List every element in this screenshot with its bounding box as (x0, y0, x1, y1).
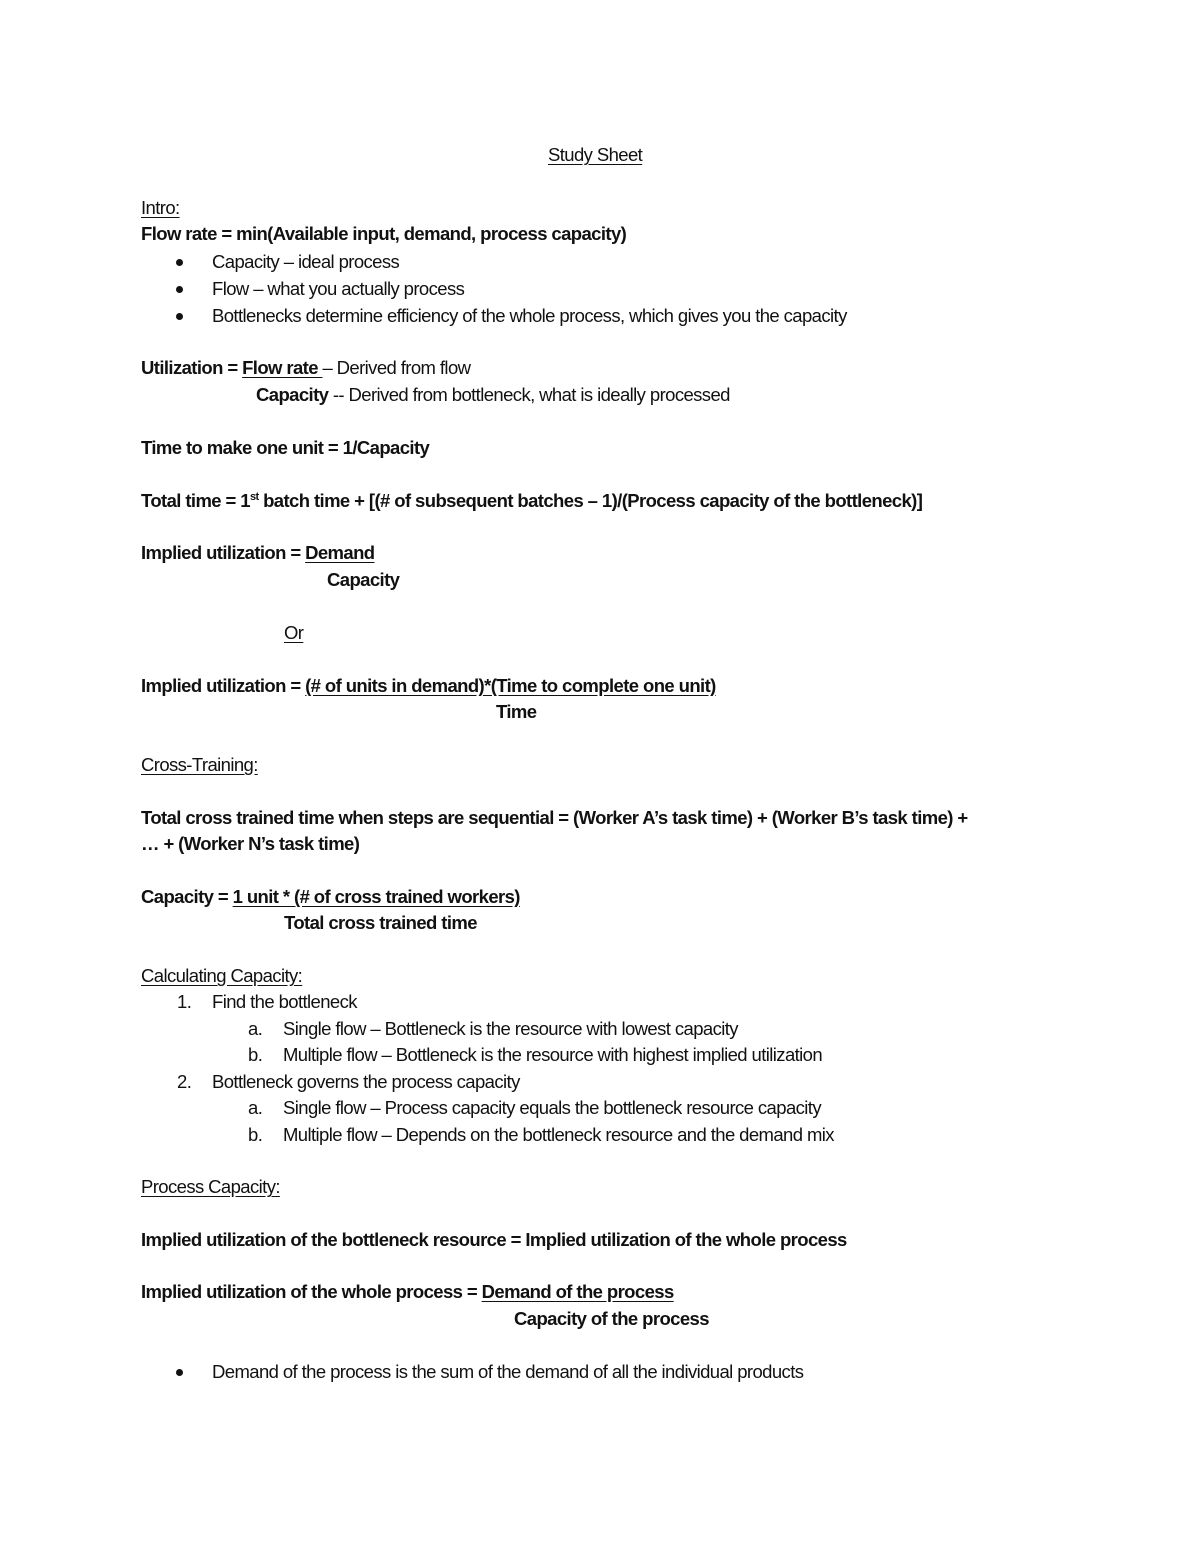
cross-trained-time-line-2: … + (Worker N’s task time) (141, 833, 360, 854)
total-time-suffix: batch time + [(# of subsequent batches – 1)/(Process capacity of the bottleneck)] (258, 490, 923, 511)
utilization-formula (141, 357, 470, 379)
section-heading-intro: Intro: (141, 197, 180, 218)
intro-bullet-capacity: Capacity – ideal process (212, 251, 400, 272)
list-letter: b. (248, 1124, 263, 1145)
list-number: 1. (177, 991, 192, 1012)
list-sub-item: Single flow – Process capacity equals the bottleneck resource capacity (283, 1097, 821, 1118)
total-time-prefix: Total time = 1 (141, 490, 250, 511)
list-letter: b. (248, 1044, 263, 1065)
cross-capacity-label: Capacity = (141, 886, 233, 907)
utilization-numerator: Flow rate (242, 357, 323, 378)
bullet-icon (176, 1369, 183, 1376)
whole-process-label: Implied utilization of the whole process = (141, 1281, 482, 1302)
section-heading-process-capacity: Process Capacity: (141, 1176, 280, 1197)
utilization-label: Utilization = (141, 357, 243, 378)
cross-capacity-formula (141, 886, 520, 908)
section-heading-cross-training: Cross-Training: (141, 754, 258, 775)
whole-process-numerator: Demand of the process (481, 1281, 674, 1302)
utilization-denominator-line (256, 384, 730, 406)
list-item: Bottleneck governs the process capacity (212, 1071, 520, 1092)
list-item: Find the bottleneck (212, 991, 357, 1012)
utilization-numerator-note: – Derived from flow (322, 357, 471, 378)
process-demand-bullet: Demand of the process is the sum of the demand of all the individual products (212, 1361, 804, 1382)
bullet-icon (176, 286, 183, 293)
flow-rate-formula: Flow rate = min(Available input, demand, process capacity) (141, 223, 627, 244)
bullet-icon (176, 313, 183, 320)
total-time-sup: st (249, 490, 259, 503)
intro-bullet-bottlenecks: Bottlenecks determine efficiency of the whole process, which gives you the capacity (212, 305, 847, 326)
intro-bullet-flow: Flow – what you actually process (212, 278, 465, 299)
implied2-numerator: (# of units in demand)*(Time to complete one unit) (305, 675, 716, 696)
bottleneck-implied-utilization: Implied utilization of the bottleneck resource = Implied utilization of the whole process (141, 1229, 847, 1250)
total-time-formula (141, 490, 922, 512)
list-letter: a. (248, 1097, 263, 1118)
cross-capacity-denominator: Total cross trained time (284, 912, 477, 933)
whole-process-utilization-formula (141, 1281, 674, 1303)
list-sub-item: Single flow – Bottleneck is the resource with lowest capacity (283, 1018, 738, 1039)
list-sub-item: Multiple flow – Bottleneck is the resource with highest implied utilization (283, 1044, 823, 1065)
implied-utilization-formula (141, 542, 375, 564)
implied-label: Implied utilization = (141, 542, 306, 563)
implied-utilization-formula-2 (141, 675, 716, 697)
list-number: 2. (177, 1071, 192, 1092)
list-sub-item: Multiple flow – Depends on the bottleneck resource and the demand mix (283, 1124, 834, 1145)
time-one-unit-formula: Time to make one unit = 1/Capacity (141, 437, 430, 458)
implied-numerator: Demand (305, 542, 375, 563)
implied-denominator: Capacity (327, 569, 400, 590)
utilization-denominator: Capacity (256, 384, 329, 405)
section-heading-calculating-capacity: Calculating Capacity: (141, 965, 303, 986)
bullet-icon (176, 259, 183, 266)
page-title: Study Sheet (548, 144, 643, 165)
utilization-denominator-note: -- Derived from bottleneck, what is ideally processed (328, 384, 730, 405)
implied2-label: Implied utilization = (141, 675, 306, 696)
cross-trained-time-line-1: Total cross trained time when steps are sequential = (Worker A’s task time) + (Worker B’s task time) + (141, 807, 968, 828)
or-label: Or (284, 622, 304, 643)
cross-capacity-numerator: 1 unit * (# of cross trained workers) (232, 886, 520, 907)
list-letter: a. (248, 1018, 263, 1039)
whole-process-denominator: Capacity of the process (514, 1308, 709, 1329)
implied2-denominator: Time (496, 701, 537, 722)
